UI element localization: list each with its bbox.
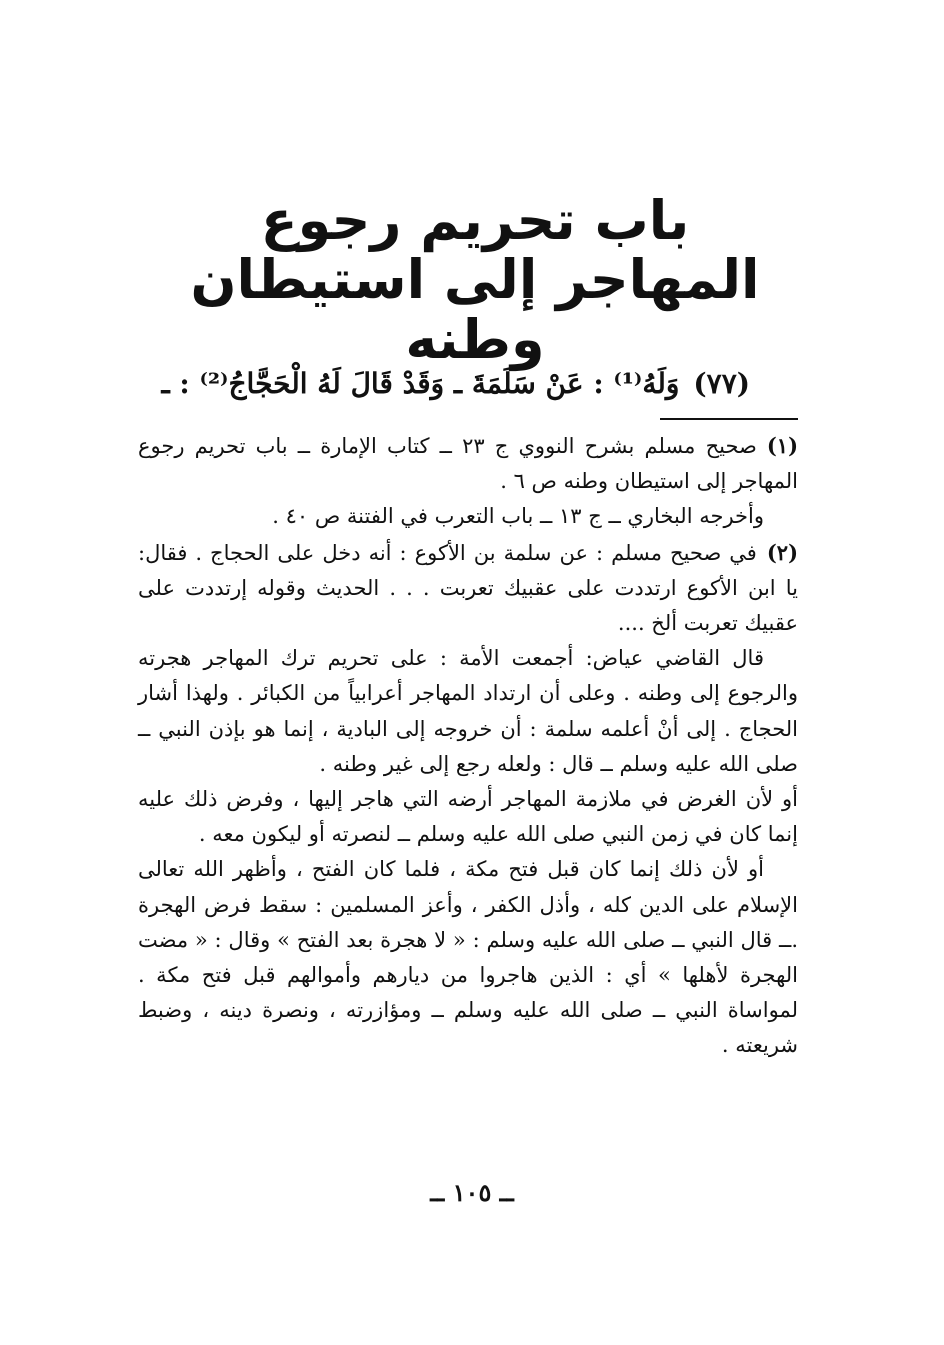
footnote-2-paragraph-fath [138, 852, 798, 1063]
footnote-2-paragraph-qadi [138, 641, 798, 782]
footnote-text: قال القاضي عياض: أجمعت الأمة : على تحريم ترك المهاجر هجرته والرجوع إلى وطنه . وعلى أن ارتداد المهاجر أعرابياً من الكبائر . ولهذا أشار الحجاج . إلى أنْ أعلمه سلمة : أن خروجه إلى البادية ، إنما هو بإذن النبي ــ صلى الله عليه وسلم ــ قال : ولعله رجع إلى غير وطنه . [138, 646, 798, 776]
footnote-separator [660, 418, 798, 420]
hadith-number: (٧٧) [693, 367, 750, 400]
hadith-text: وَلَهُ⁽¹⁾ : عَنْ سَلَمَةَ ـ وَقَدْ قَالَ لَهُ الْحَجَّاجُ⁽²⁾ : ـ [161, 367, 680, 400]
footnote-1 [138, 428, 798, 499]
footnote-marker: (١) [766, 433, 799, 458]
footnote-2-paragraph-ghard [138, 782, 798, 852]
footnote-1-continuation [138, 499, 798, 534]
footnote-text: أو لأن الغرض في ملازمة المهاجر أرضه التي هاجر إليها ، وفرض ذلك عليه إنما كان في زمن النبي صلى الله عليه وسلم ــ لنصرته أو ليكون معه . [138, 787, 798, 847]
chapter-title: باب تحريم رجوع المهاجر إلى استيطان وطنه [190, 188, 760, 371]
page-number: ــ ١٠٥ ــ [430, 1178, 514, 1207]
footnote-text: وأخرجه البخاري ــ ج ١٣ ــ باب التعرب في الفتنة ص ٤٠ . [272, 504, 764, 529]
footnote-text: أو لأن ذلك إنما كان قبل فتح مكة ، فلما كان الفتح ، وأظهر الله تعالى الإسلام على الدين كله ، وأذل الكفر ، وأعز المسلمين : سقط فرض الهجرة .ــ قال النبي ــ صلى الله عليه وسلم : « لا هجرة بعد الفتح » وقال : « مضت الهجرة لأهلها » أي : الذين هاجروا من ديارهم وأموالهم قبل فتح مكة . لمواساة النبي ــ صلى الله عليه وسلم ــ ومؤازرته ، ونصرة دينه ، وضبط شريعته . [138, 857, 798, 1058]
footnote-2 [138, 535, 798, 642]
hadith-line [161, 362, 750, 406]
footnote-marker: (٢) [766, 539, 798, 565]
footnote-text: في صحيح مسلم : عن سلمة بن الأكوع : أنه دخل على الحجاج . فقال: يا ابن الأكوع ارتددت على عقبيك تعربت . . . الحديث وقوله إرتددت على عقبيك تعربت ألخ .... [138, 540, 798, 636]
footnotes [138, 428, 798, 1064]
footnote-text: صحيح مسلم بشرح النووي ج ٢٣ ــ كتاب الإمارة ــ باب تحريم رجوع المهاجر إلى استيطان وطنه ص ٦ . [138, 434, 798, 494]
